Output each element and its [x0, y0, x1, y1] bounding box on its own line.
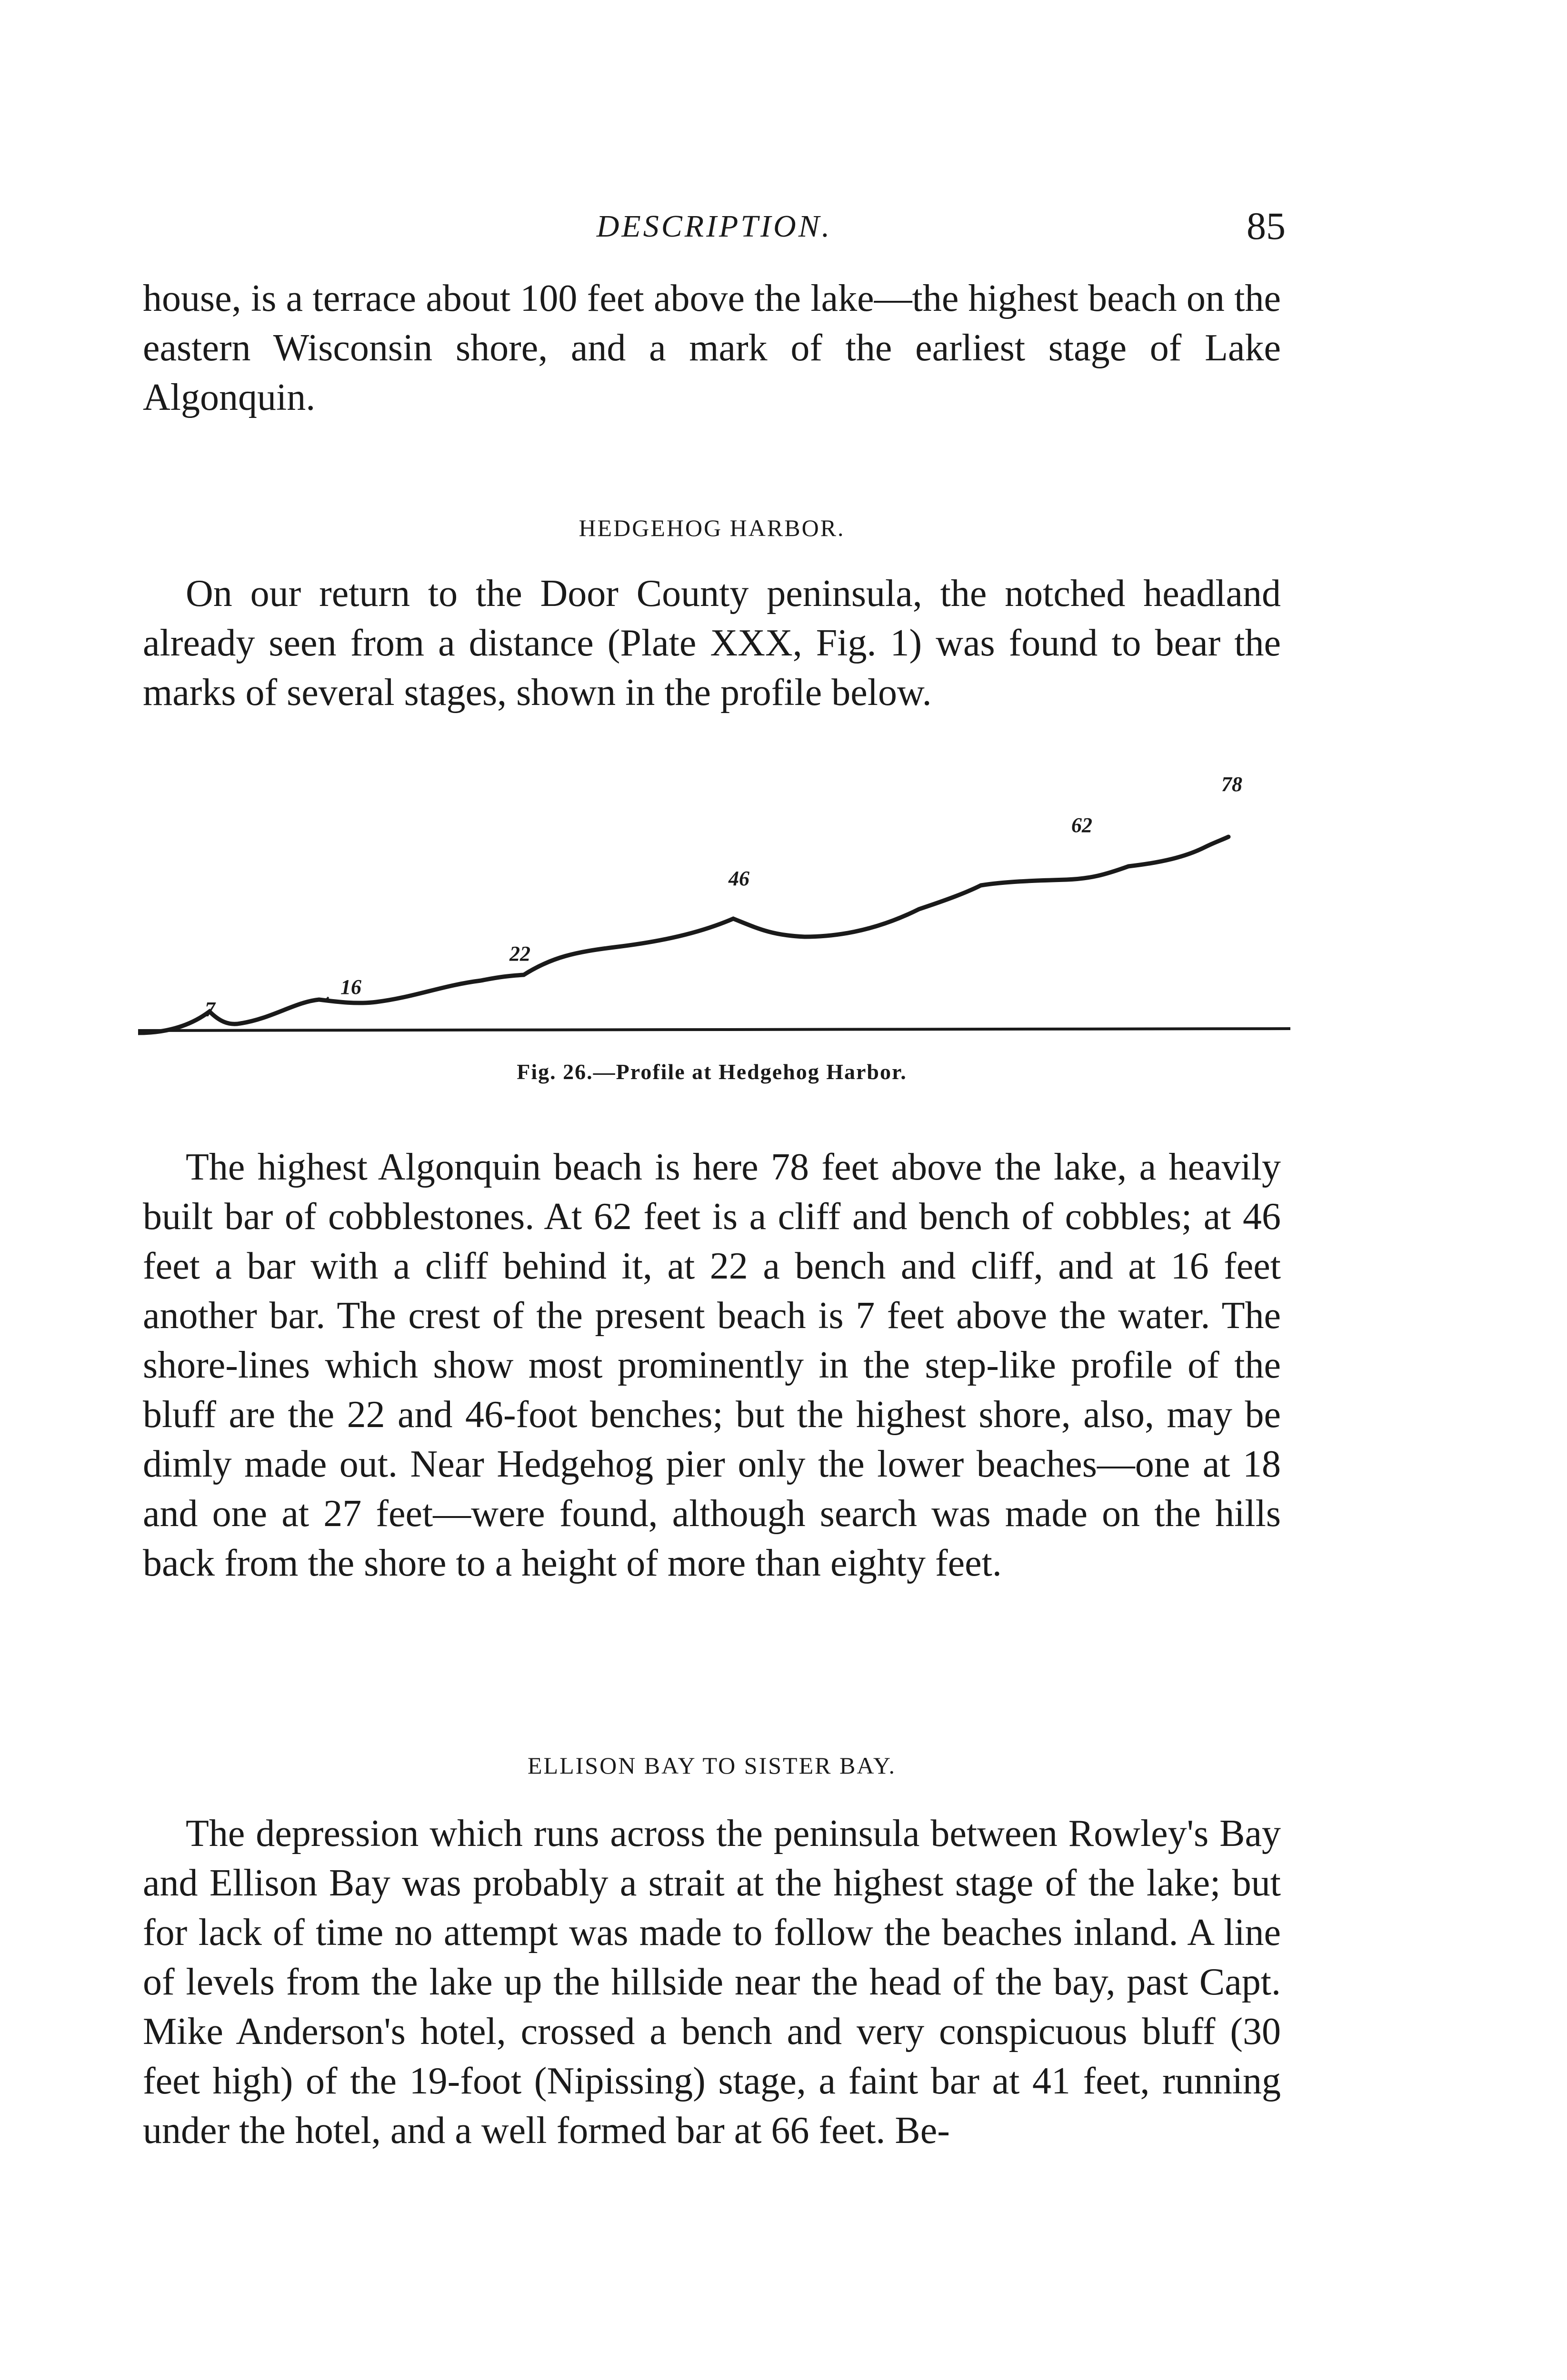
running-title: DESCRIPTION.	[596, 209, 832, 244]
label-16: 16	[340, 975, 361, 999]
paragraph-hedgehog-intro: On our return to the Door County peninsula, the notched headland already seen from a distance (Plate XXX, Fig. 1) was found to bear the marks of several stages, shown in the profile below.	[143, 573, 1281, 714]
paragraph-ellison-bay: The depression which runs across the peninsula between Rowley's Bay and Ellison Bay was probably a strait at the highest stage of the lake; but for lack of time no attempt was made to follow the beaches inland. A line of levels from the lake up the hillside near the head of the bay, past Capt. Mike Anderson's hotel, crossed a bench and very conspicuous bluff (30 feet high) of the 19-foot (Nipissing) stage, a faint bar at 41 feet, running under the hotel, and a well formed bar at 66 feet. Be-	[143, 1813, 1281, 2152]
lake-level-line	[138, 1029, 1290, 1031]
paragraph-hedgehog-details: The highest Algonquin beach is here 78 feet above the lake, a heavily built bar of cobblestones. At 62 feet is a cliff and bench of cobbles; at 46 feet a bar with a cliff behind it, at 22 a bench and cliff, and at 16 feet another bar. The crest of the present beach is 7 feet above the water. The shore-lines which show most prominently in the step-like profile of the bluff are the 22 and 46-foot benches; but the highest shore, also, may be dimly made out. Near Hedgehog pier only the lower beaches—one at 18 and one at 27 feet—were found, although search was made on the hills back from the shore to a height of more than eighty feet.	[143, 1146, 1281, 1584]
label-46: 46	[729, 867, 749, 890]
paragraph-continuation: house, is a terrace about 100 feet above the lake—the highest beach on the eastern Wisconsin shore, and a mark of the earliest stage of Lake Algonquin.	[143, 278, 1281, 418]
label-22: 22	[509, 942, 530, 965]
section-heading-ellison-bay: ELLISON BAY TO SISTER BAY.	[528, 1752, 896, 1779]
section-heading-hedgehog-harbor: HEDGEHOG HARBOR.	[579, 515, 845, 541]
running-head	[143, 199, 1286, 251]
figure-caption: Fig. 26.—Profile at Hedgehog Harbor.	[517, 1060, 907, 1084]
profile-drawing	[138, 757, 1290, 1061]
label-78: 78	[1221, 773, 1242, 796]
label-7: 7	[205, 998, 215, 1021]
profile-figure	[138, 757, 1290, 1061]
page-number: 85	[1247, 204, 1286, 248]
label-62: 62	[1071, 813, 1092, 837]
profile-curve	[138, 837, 1228, 1033]
